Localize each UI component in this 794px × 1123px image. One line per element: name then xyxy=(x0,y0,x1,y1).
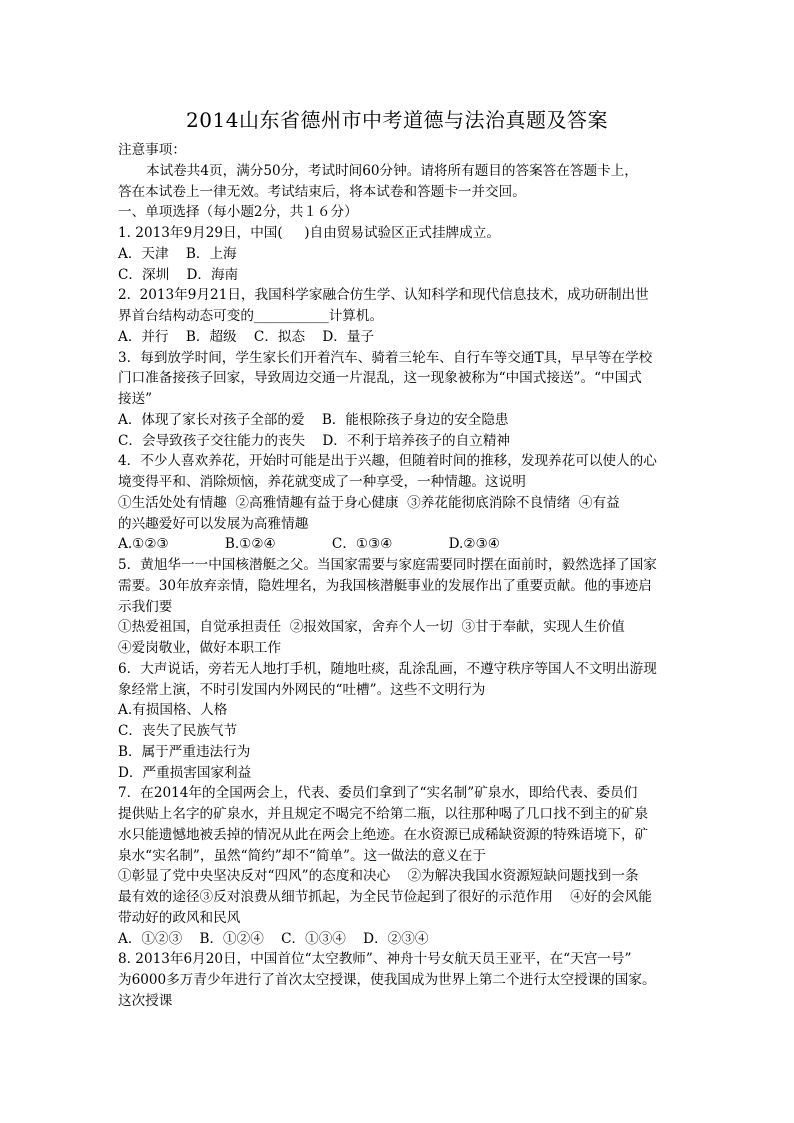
text-line: 7．在2014年的全国两会上，代表、委员们拿到了“实名制”矿泉水，即给代表、委员们 xyxy=(118,785,638,802)
text-line: 2. 2013年9月21日，我国科学家融合仿生学、认知科学和现代信息技术，成功研制出世 xyxy=(118,287,649,304)
text-line: 的兴趣爱好可以发展为高雅情趣 xyxy=(118,515,309,532)
text-line: 本试卷共4页，满分50分，考试时间60分钟。请将所有题目的答案答在答题卡上， xyxy=(146,162,638,179)
text-line: C．丧失了民族气节 xyxy=(118,723,238,739)
text-line: 最有效的途径③反对浪费从细节抓起，为全民节俭起到了很好的示范作用 ④好的会风能 xyxy=(118,889,652,905)
text-line: 一、单项选择（每小题2分，共１６分） xyxy=(118,204,358,221)
text-line: 接送” xyxy=(118,391,153,407)
text-line: 提供贴上名字的矿泉水，并且规定不喝完不给第二瓶，以往那种喝了几口找不到主的矿泉 xyxy=(118,806,649,822)
text-line: 需要。30年放弃亲情，隐姓埋名，为我国核潜艇事业的发展作出了重要贡献。他的事迹启 xyxy=(118,577,652,594)
text-line: C．深圳 D．海南 xyxy=(118,266,239,283)
text-line: C．会导致孩子交往能力的丧失 D．不利于培养孩子的自立精神 xyxy=(118,432,511,449)
text-line: A．①②③ B．①②④ C．①③④ D．②③④ xyxy=(118,930,429,947)
text-line: A．天津 B．上海 xyxy=(118,245,237,262)
text-line: ①热爱祖国，自觉承担责任 ②报效国家，舍弃个人一切 ③甘于奉献，实现人生价值 xyxy=(118,619,625,636)
text-line: D．严重损害国家利益 xyxy=(118,764,252,781)
text-line: ①生活处处有情趣 ②高雅情趣有益于身心健康 ③养花能彻底消除不良情绪 ④有益 xyxy=(118,494,620,511)
text-line: 1. 2013年9月29日，中国( )自由贸易试验区正式挂牌成立。 xyxy=(118,225,500,241)
text-line: A．并行 B．超级 C．拟态 D．量子 xyxy=(118,328,375,345)
text-line: 3．每到放学时间，学生家长们开着汽车、骑着三轮车、自行车等交通T具，早早等在学校 xyxy=(118,349,653,366)
text-line: 水只能遗憾地被丢掉的情况从此在两会上绝迹。在水资源已成稀缺资源的特殊语境下，矿 xyxy=(118,826,649,843)
text-line: 泉水“实名制”，虽然“简约”却不“简单”。这一做法的意义在于 xyxy=(118,847,486,864)
text-line: A.有损国格、人格 xyxy=(118,702,228,719)
text-line: 境变得平和、消除烦恼，养花就变成了一种享受，一种情趣。这说明 xyxy=(118,474,526,490)
text-line: 答在本试卷上一律无效。考试结束后，将本试卷和答题卡一并交回。 xyxy=(118,183,526,200)
text-line: 象经常上演，不时引发国内外网民的“吐槽”。这些不文明行为 xyxy=(118,681,486,698)
document-title: 2014山东省德州市中考道德与法治真题及答案 xyxy=(186,108,608,132)
text-line: 5．黄旭华一一中国核潜艇之父。当国家需要与家庭需要同时摆在面前时，毅然选择了国家 xyxy=(118,557,657,573)
text-line: 8. 2013年6月20日，中国首位“太空教师”、神舟十号女航天员王亚平，在“天宫一号” xyxy=(118,951,632,968)
text-line: 这次授课 xyxy=(118,992,173,1009)
text-line: 门口准备接孩子回家，导致周边交通一片混乱，这一现象被称为“中国式接送”。“中国式 xyxy=(118,370,642,387)
text-line: 带动好的政风和民风 xyxy=(118,909,241,926)
text-line: 6．大声说话，旁若无人地打手机，随地吐痰，乱涂乱画，不遵守秩序等国人不文明出游现 xyxy=(118,660,657,677)
text-line: 示我们要 xyxy=(118,598,173,615)
text-line: ④爱岗敬业，做好本职工作 xyxy=(118,640,282,656)
document-body xyxy=(118,140,708,1012)
text-line: A．体现了家长对孩子全部的爱 B．能根除孩子身边的安全隐患 xyxy=(118,411,509,428)
text-line: 界首台结构动态可变的___________计算机。 xyxy=(118,308,384,324)
text-line: 为6000多万青少年进行了首次太空授课，使我国成为世界上第二个进行太空授课的国家。 xyxy=(118,972,656,988)
text-line: A.①②③ B.①②④ C．①③④ D.②③④ xyxy=(118,536,500,553)
text-line: B．属于严重违法行为 xyxy=(118,743,251,760)
text-line: ①彰显了党中央坚决反对“四风”的态度和决心 ②为解决我国水资源短缺问题找到一条 xyxy=(118,868,639,885)
text-line: 注意事项： xyxy=(118,142,186,158)
text-line: 4．不少人喜欢养花，开始时可能是出于兴趣，但随着时间的推移，发现养花可以使人的心 xyxy=(118,453,657,470)
